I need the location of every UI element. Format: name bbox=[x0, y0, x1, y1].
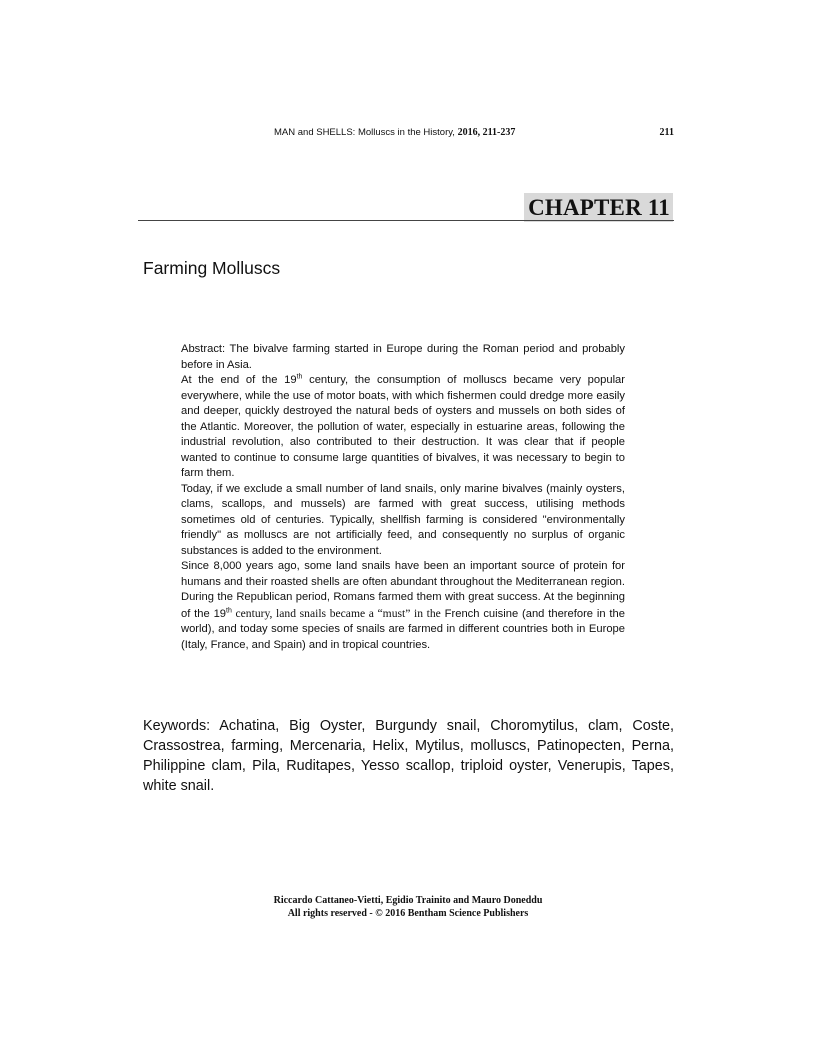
journal-year-pages: 2016, 211-237 bbox=[457, 127, 516, 138]
running-header bbox=[138, 127, 674, 143]
abstract-paragraph bbox=[181, 342, 625, 373]
chapter-label: CHAPTER 11 bbox=[524, 193, 673, 222]
abstract-text: At the end of the 19 bbox=[181, 374, 297, 386]
superscript: th bbox=[226, 606, 232, 614]
journal-title: MAN and SHELLS: Molluscs in the History, bbox=[274, 127, 455, 138]
abstract-text-serif: century, land snails became a “must” in the bbox=[231, 606, 441, 620]
footer-authors: Riccardo Cattaneo-Vietti, Egidio Trainito and Mauro Doneddu bbox=[273, 895, 543, 906]
abstract-text: Since 8,000 years ago, some land snails have been an important source of protein for humans and their roasted shells are often abundant throughout the Mediterranean region. During the Republican period, Romans farmed them with great success. At the beginning of the 19 bbox=[181, 560, 625, 620]
superscript: th bbox=[296, 373, 303, 381]
abstract-label: Abstract: bbox=[181, 343, 226, 355]
abstract-text: French cuisine (and therefore in the world), and today some species of snails are farmed in different countries both in Europe (Italy, France, and Spain) and in tropical countries. bbox=[181, 607, 625, 651]
keywords-text: Achatina, Big Oyster, Burgundy snail, Choromytilus, clam, Coste, Crassostrea, farming, Mercenaria, Helix, Mytilus, molluscs, Patinopecten, Perna, Philippine clam, Pila, Ruditapes, Yesso scallop, triploid oyster, Venerupis, Tapes, white snail. bbox=[143, 718, 674, 794]
keywords bbox=[143, 716, 674, 796]
abstract-text: The bivalve farming started in Europe during the Roman period and probably before in Asia. bbox=[181, 343, 626, 371]
abstract bbox=[181, 342, 625, 653]
journal-citation bbox=[274, 127, 515, 138]
footer bbox=[0, 894, 816, 920]
chapter-title: Farming Molluscs bbox=[143, 258, 281, 278]
keywords-label: Keywords: bbox=[143, 718, 211, 734]
abstract-text: Today, if we exclude a small number of land snails, only marine bivalves (mainly oysters, clams, scallops, and mussels) are farmed with great success, utilising methods sometimes old of centuries. Typically, shellfish farming is considered "environmentally friendly" as molluscs are not artificially feed, and consequently no surplus of organic substances is added to the environment. bbox=[181, 482, 625, 557]
footer-rights: All rights reserved - © 2016 Bentham Science Publishers bbox=[287, 908, 529, 919]
page-number: 211 bbox=[659, 127, 674, 138]
abstract-paragraph bbox=[181, 559, 625, 653]
chapter-divider bbox=[138, 220, 674, 221]
abstract-paragraph bbox=[181, 482, 625, 560]
abstract-paragraph bbox=[181, 373, 625, 482]
abstract-text: century, the consumption of molluscs became very popular everywhere, while the use of motor boats, with which fishermen could dredge more easily and deeper, quickly destroyed the natural beds of oysters and mussels on both sides of the Atlantic. Moreover, the pollution of water, especially in estuarine areas, following the industrial revolution, also contributed to their destruction. It was clear that if people wanted to continue to consume large quantities of bivalves, it was necessary to begin to farm them. bbox=[181, 374, 626, 479]
